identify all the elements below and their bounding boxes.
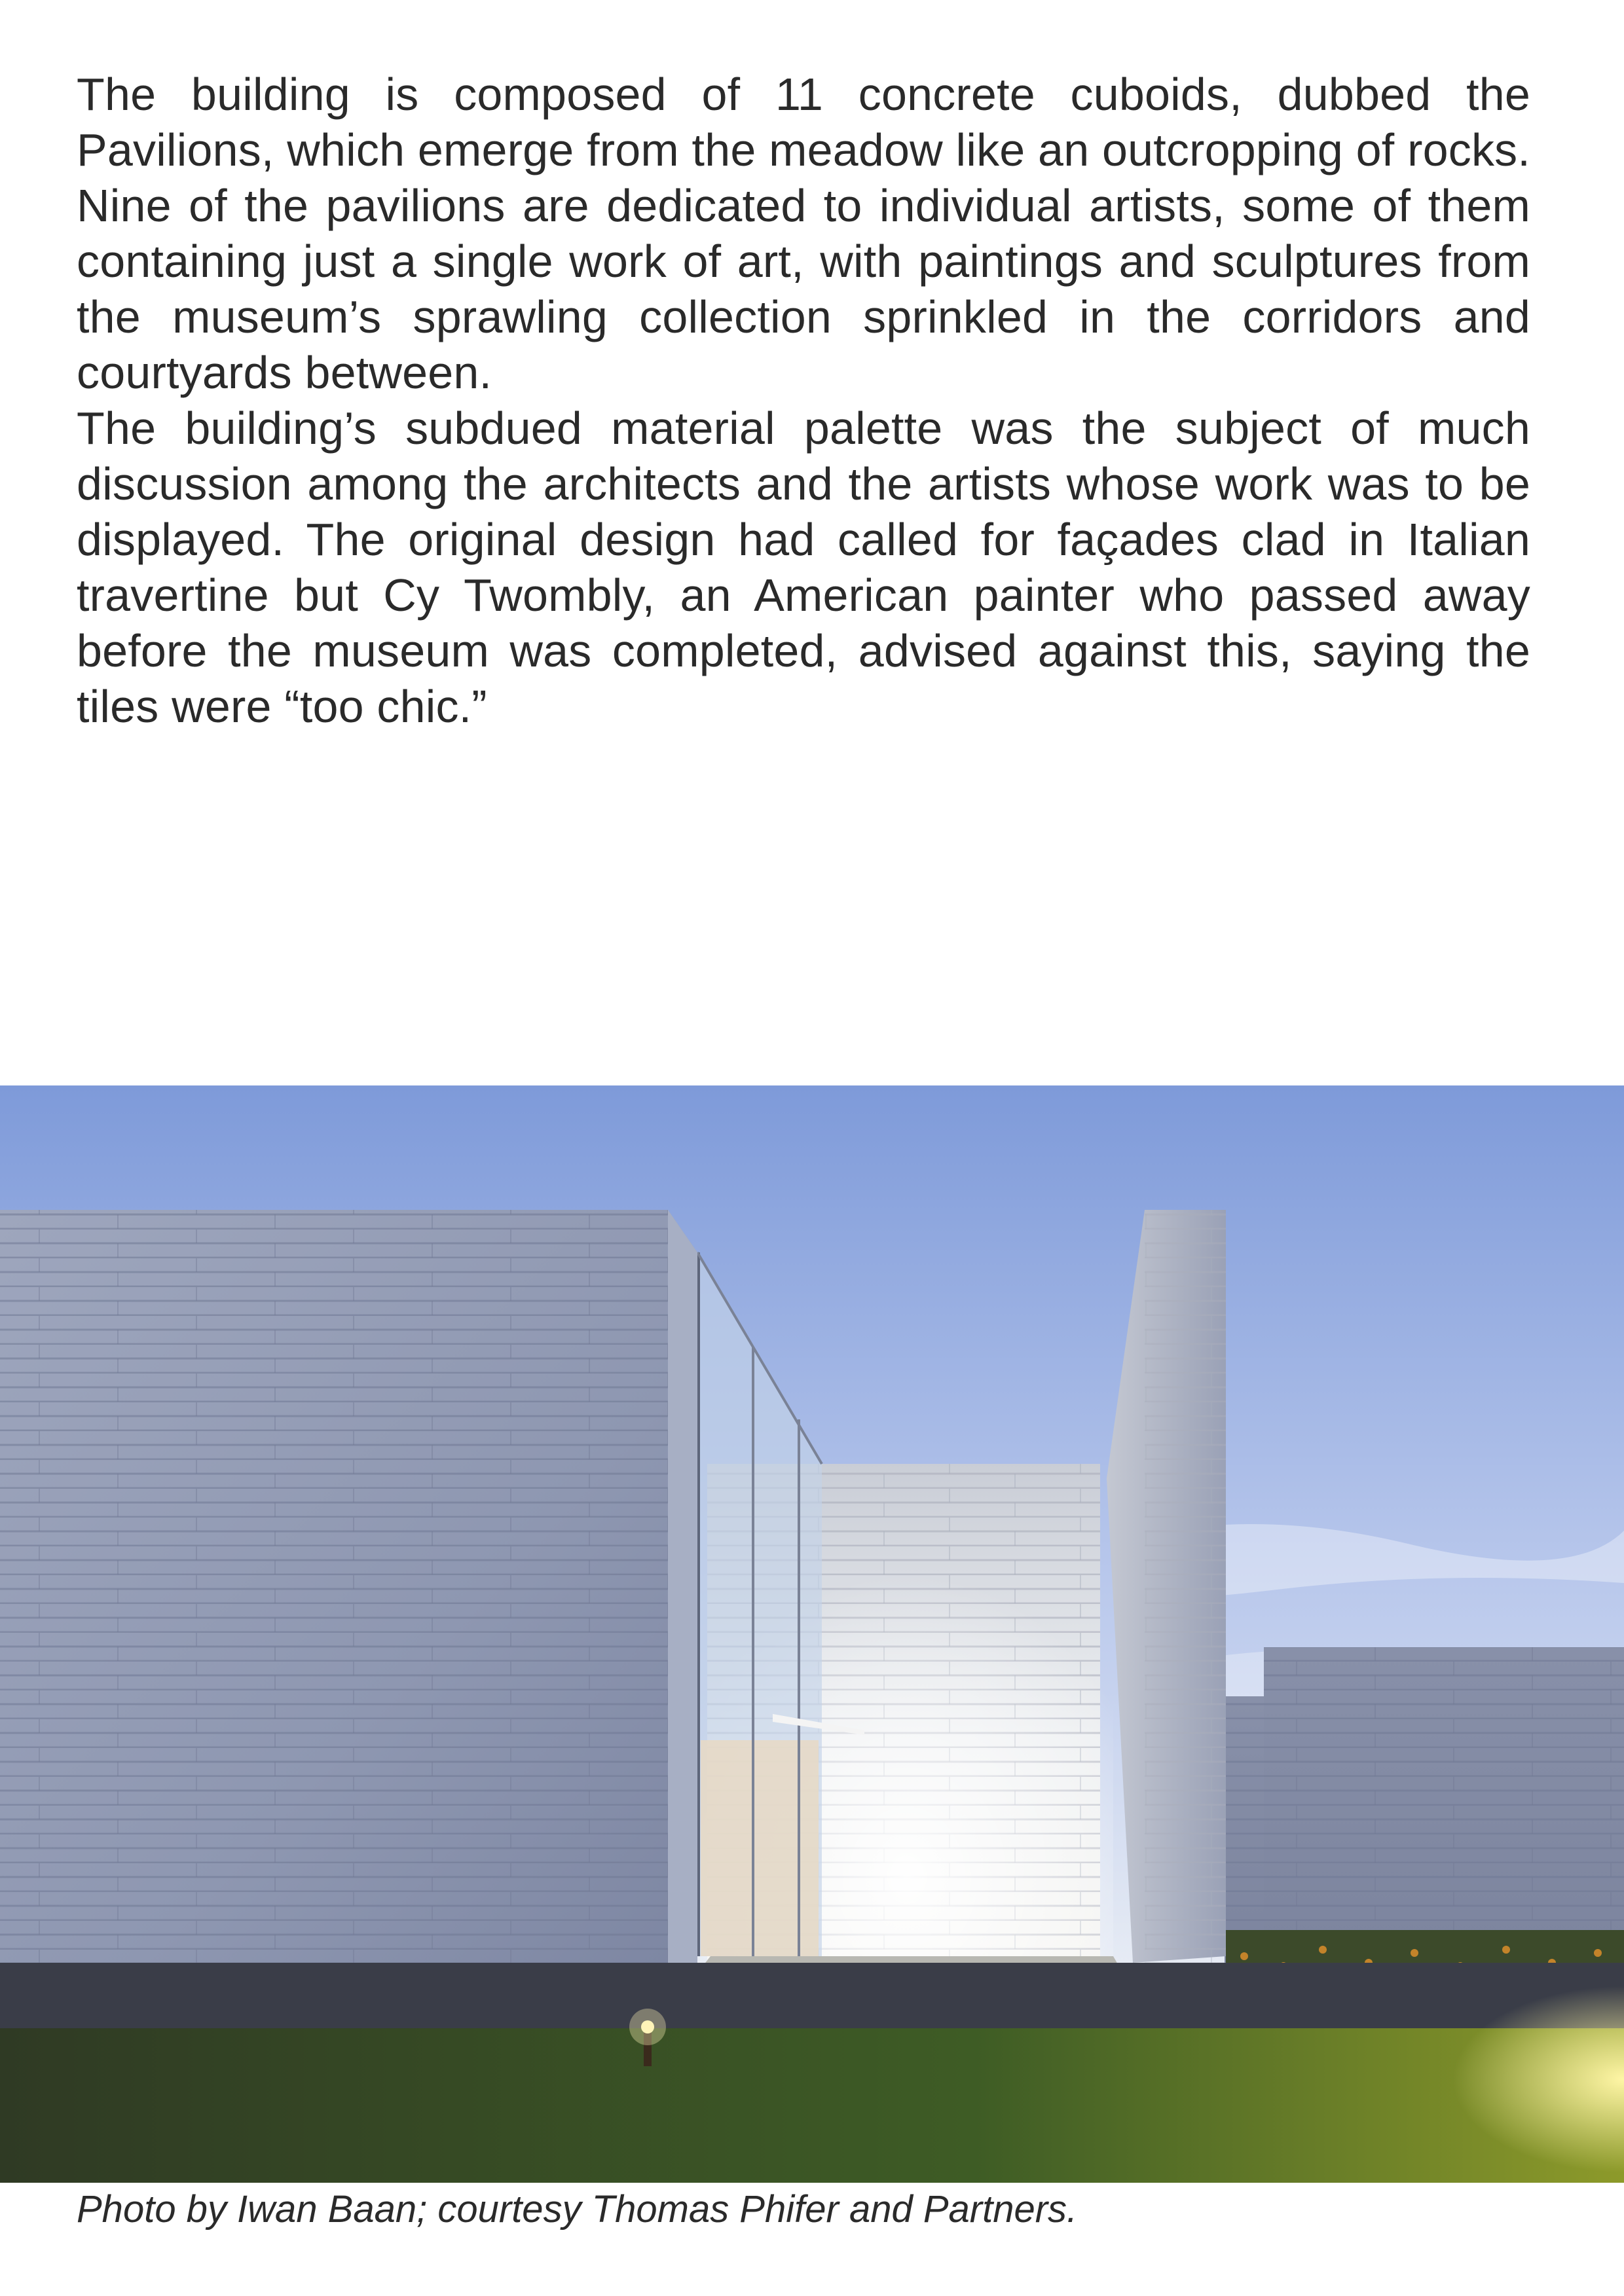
paragraph-2: The building’s subdued material palette was the subject of much discussion among the architects and the artists whose work was to be displayed. The original design had called for façades clad in Italian travertine but Cy Twombly, an American painter who passed away before the museum was completed, advised against this, saying the tiles were “too chic.”: [77, 403, 1530, 732]
photo-caption: Photo by Iwan Baan; courtesy Thomas Phifer and Partners.: [77, 2188, 1078, 2231]
building-photo: [0, 1085, 1624, 2183]
paragraph-1: The building is composed of 11 concrete cuboids, dubbed the Pavilions, which emerge from the meadow like an outcropping of rocks. Nine of the pavilions are dedicated to individual artists, some of them containing just a single work of art, with paintings and sculptures from the museum’s sprawling collection sprinkled in the corridors and courtyards between.: [77, 69, 1530, 398]
